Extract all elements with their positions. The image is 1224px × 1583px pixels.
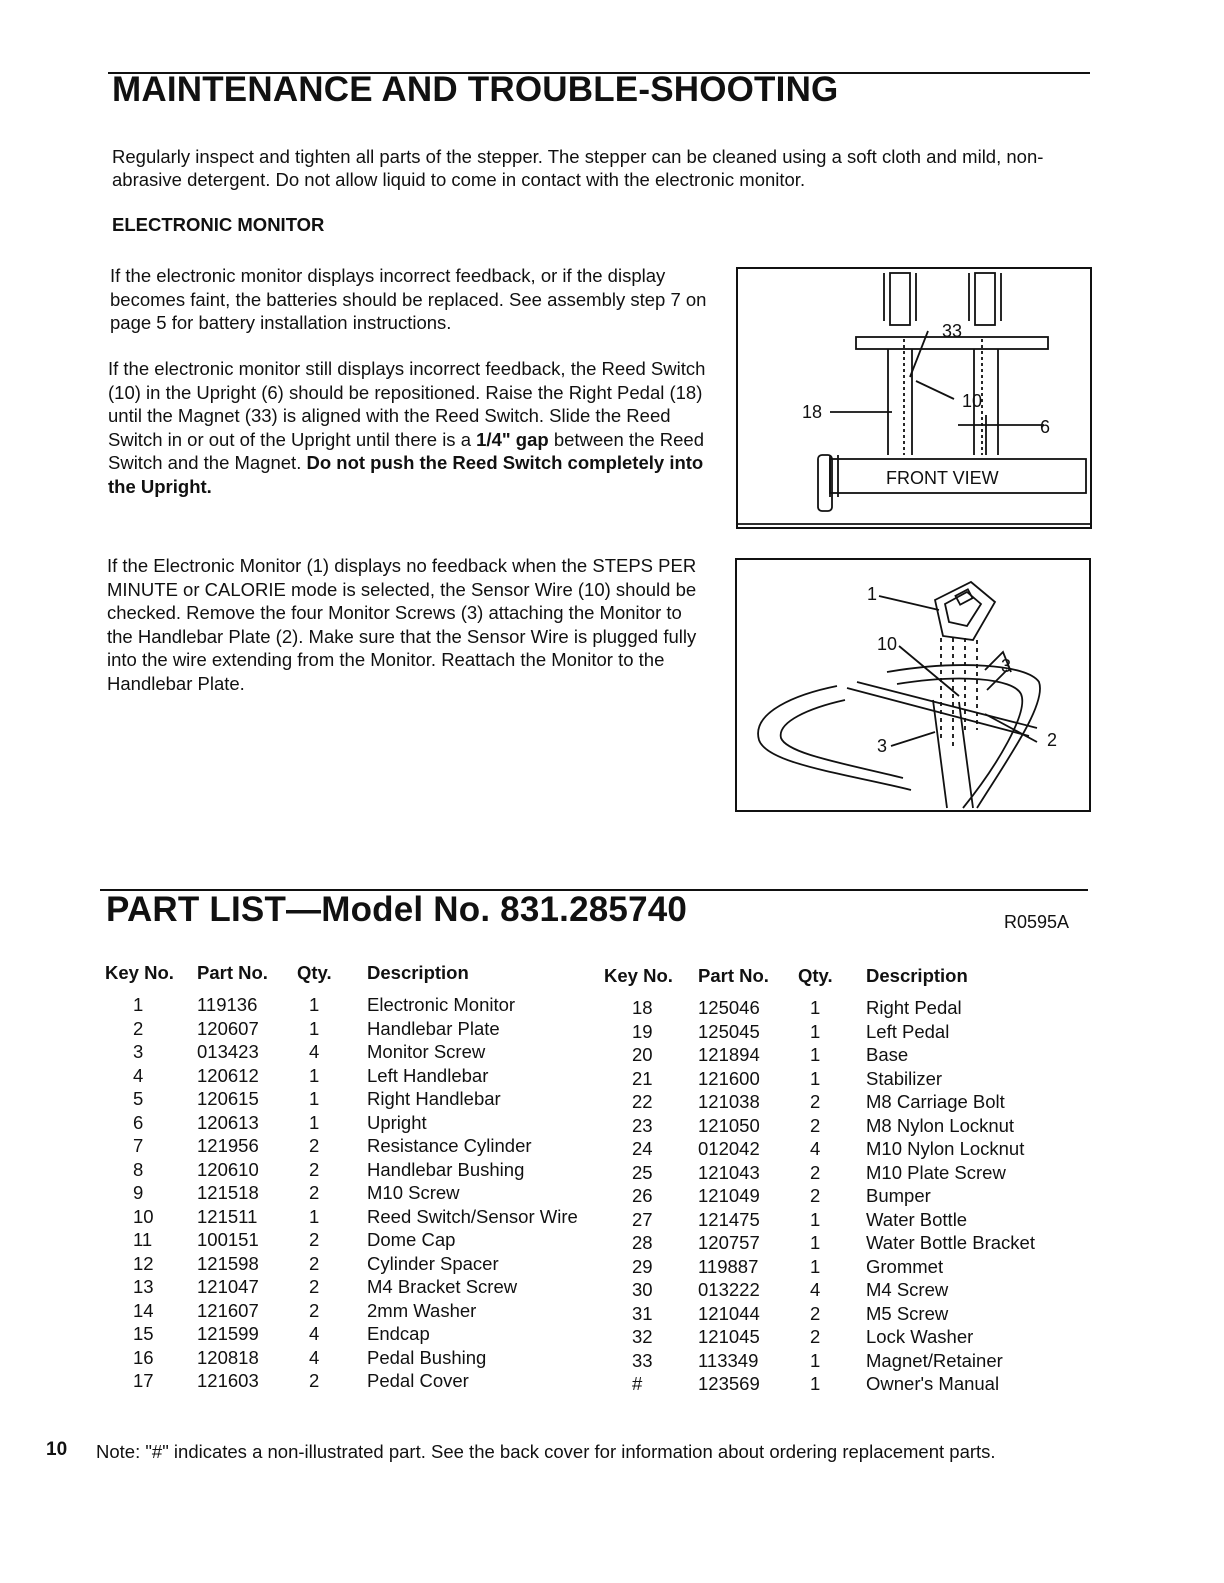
table-header-row	[105, 962, 607, 994]
cell-description: Handlebar Plate	[367, 1017, 500, 1039]
cell-key-no: 7	[133, 1135, 144, 1156]
parts-table-right	[604, 965, 1066, 1397]
cell-qty: 2	[309, 1229, 320, 1250]
sensor-wire-paragraph: If the Electronic Monitor (1) displays no feedback when the STEPS PER MINUTE or CALORIE mode is selected, the Sensor Wire (10) should be checked. Remove the four Monitor Screws (3) attaching the Monitor to the Handlebar Plate (2). Make sure that the Sensor Wire is plugged fully into the wire extending from the Monitor. Reattach the Monitor to the Handlebar Plate.	[107, 555, 697, 694]
cell-qty: 2	[810, 1091, 821, 1112]
cell-qty: 1	[309, 1111, 320, 1133]
cell-part-no: 120613	[197, 1111, 259, 1133]
table-row	[604, 1115, 1066, 1139]
cell-key-no: 16	[133, 1346, 154, 1368]
cell-qty: 1	[309, 1064, 320, 1086]
cell-qty: 4	[309, 1346, 320, 1368]
cell-key-no: 21	[632, 1067, 653, 1089]
cell-qty: 2	[309, 1182, 320, 1203]
table-row	[105, 1253, 607, 1277]
cell-part-no: 121043	[698, 1161, 760, 1183]
cell-key-no: 31	[632, 1302, 653, 1324]
cell-qty: 1	[810, 1067, 821, 1089]
cell-description: Right Handlebar	[367, 1088, 501, 1109]
cell-part-no: 013423	[197, 1041, 259, 1062]
cell-part-no: 121047	[197, 1276, 259, 1297]
header-description: Description	[367, 962, 469, 983]
cell-key-no: 26	[632, 1185, 653, 1206]
cell-part-no: 121050	[698, 1114, 760, 1136]
table-row	[105, 1300, 607, 1324]
table-row	[604, 1209, 1066, 1233]
cell-key-no: 23	[632, 1114, 653, 1136]
cell-qty: 4	[810, 1138, 821, 1159]
fig2-label-10: 10	[877, 634, 898, 654]
table-row	[604, 1068, 1066, 1092]
cell-key-no: 5	[133, 1088, 144, 1109]
cell-key-no: 24	[632, 1138, 653, 1159]
cell-description: Owner's Manual	[866, 1373, 1000, 1394]
cell-part-no: 121607	[197, 1299, 259, 1321]
cell-part-no: 120818	[197, 1346, 259, 1368]
header-part-no: Part No.	[197, 962, 268, 983]
cell-qty: 2	[810, 1114, 821, 1136]
cell-key-no: 10	[133, 1205, 154, 1227]
cell-part-no: 121511	[197, 1205, 258, 1227]
cell-key-no: 12	[133, 1252, 154, 1274]
header-part-no: Part No.	[698, 965, 769, 986]
cell-key-no: 11	[133, 1229, 153, 1250]
monitor-drawing	[737, 560, 1089, 810]
cell-part-no: 119136	[197, 994, 258, 1015]
cell-key-no: 18	[632, 997, 653, 1018]
cell-key-no: 4	[133, 1064, 144, 1086]
cell-qty: 2	[309, 1135, 320, 1156]
cell-qty: 1	[309, 994, 320, 1015]
front-view-figure	[736, 267, 1092, 529]
cell-description: Upright	[367, 1111, 427, 1133]
cell-description: Monitor Screw	[367, 1041, 486, 1062]
warning-text: Do not push the Reed Switch completely into the Upright.	[108, 452, 704, 497]
cell-qty: 1	[309, 1017, 320, 1039]
cell-description: M10 Plate Screw	[866, 1161, 1006, 1183]
cell-part-no: 121045	[698, 1326, 760, 1347]
fig2-label-1: 1	[867, 584, 878, 604]
cell-key-no: 15	[133, 1323, 154, 1344]
cell-qty: 2	[309, 1276, 320, 1297]
table-row	[604, 1303, 1066, 1327]
cell-description: Electronic Monitor	[367, 994, 516, 1015]
cell-qty: 1	[810, 997, 821, 1018]
cell-description: M4 Bracket Screw	[367, 1276, 518, 1297]
cell-qty: 2	[309, 1158, 320, 1180]
cell-description: 2mm Washer	[367, 1299, 477, 1321]
cell-qty: 1	[309, 1088, 320, 1109]
table-row	[105, 1370, 607, 1394]
cell-qty: 4	[309, 1041, 320, 1062]
table-row	[604, 1044, 1066, 1068]
cell-qty: 4	[309, 1323, 320, 1344]
cell-key-no: #	[632, 1373, 643, 1394]
header-key-no: Key No.	[604, 965, 673, 986]
reed-switch-paragraph	[108, 357, 708, 498]
fig1-label-6: 6	[1040, 417, 1051, 437]
table-header-row	[604, 965, 1066, 997]
table-row	[604, 1021, 1066, 1045]
cell-qty: 1	[810, 1208, 821, 1230]
cell-part-no: 120612	[197, 1064, 259, 1086]
fig2-label-3-left: 3	[877, 736, 888, 756]
table-row	[105, 994, 607, 1018]
table-row	[105, 1041, 607, 1065]
cell-key-no: 25	[632, 1161, 653, 1183]
cell-key-no: 27	[632, 1208, 653, 1230]
section-title: MAINTENANCE AND TROUBLE-SHOOTING	[112, 70, 839, 109]
footer-note: Note: "#" indicates a non-illustrated part. See the back cover for information about ordering replacement parts.	[96, 1441, 996, 1462]
table-row	[604, 1138, 1066, 1162]
table-row	[105, 1135, 607, 1159]
fig1-label-33: 33	[942, 321, 963, 341]
table-row	[604, 1185, 1066, 1209]
table-row	[105, 1065, 607, 1089]
cell-description: Dome Cap	[367, 1229, 456, 1250]
cell-qty: 4	[810, 1279, 821, 1300]
table-row	[604, 1256, 1066, 1280]
cell-qty: 1	[810, 1255, 821, 1277]
table-row	[105, 1229, 607, 1253]
gap-continuation-text: between the Reed Switch and the Magnet.	[108, 428, 704, 473]
table-row	[604, 1091, 1066, 1115]
reed-switch-text: If the electronic monitor still displays incorrect feedback, the Reed Switch (10) in the Upright (6) should be repositioned. Raise the Right Pedal (18) until the Magnet (33) is aligned with the Reed Switch. Slide the Reed Switch in or out of the Upright until there is a	[108, 358, 706, 450]
cell-qty: 1	[309, 1205, 320, 1227]
cell-part-no: 121956	[197, 1135, 259, 1156]
fig1-label-18: 18	[802, 402, 823, 422]
cell-part-no: 123569	[698, 1373, 760, 1394]
cell-qty: 2	[309, 1252, 320, 1274]
cell-description: M8 Carriage Bolt	[866, 1091, 1005, 1112]
table-row	[604, 1326, 1066, 1350]
cell-key-no: 9	[133, 1182, 144, 1203]
battery-paragraph: If the electronic monitor displays incorrect feedback, or if the display becomes faint, the batteries should be replaced. See assembly step 7 on page 5 for battery installation instructions.	[110, 265, 707, 333]
table-row	[604, 1162, 1066, 1186]
cell-description: Water Bottle	[866, 1208, 968, 1230]
cell-description: Pedal Bushing	[367, 1346, 487, 1368]
cell-description: Magnet/Retainer	[866, 1349, 1003, 1371]
cell-key-no: 1	[133, 994, 144, 1015]
fig1-label-10: 10	[962, 391, 983, 411]
cell-description: Left Pedal	[866, 1020, 950, 1042]
table-row	[105, 1018, 607, 1042]
cell-key-no: 13	[133, 1276, 154, 1297]
fig1-caption: FRONT VIEW	[886, 468, 999, 488]
parts-list-title: PART LIST—Model No. 831.285740	[106, 890, 688, 929]
header-qty: Qty.	[297, 962, 332, 983]
cell-part-no: 121475	[698, 1208, 760, 1230]
cell-description: Cylinder Spacer	[367, 1252, 499, 1274]
cell-description: M8 Nylon Locknut	[866, 1114, 1015, 1136]
cell-key-no: 19	[632, 1020, 653, 1042]
table-row	[604, 997, 1066, 1021]
table-row	[105, 1159, 607, 1183]
cell-qty: 1	[810, 1232, 821, 1253]
page-number: 10	[46, 1439, 68, 1460]
gap-text: 1/4" gap	[476, 428, 549, 450]
cell-part-no: 120607	[197, 1017, 259, 1039]
cell-description: Bumper	[866, 1185, 931, 1206]
cell-description: Grommet	[866, 1255, 944, 1277]
intro-paragraph: Regularly inspect and tighten all parts of the stepper. The stepper can be cleaned using a soft cloth and mild, non-abrasive detergent. Do not allow liquid to come in contact with the electronic monitor.	[112, 146, 1044, 190]
cell-part-no: 125045	[698, 1020, 760, 1042]
cell-part-no: 125046	[698, 997, 760, 1018]
cell-qty: 2	[810, 1302, 821, 1324]
cell-description: Water Bottle Bracket	[866, 1232, 1035, 1253]
cell-qty: 2	[810, 1326, 821, 1347]
cell-key-no: 29	[632, 1255, 653, 1277]
cell-description: Pedal Cover	[367, 1370, 469, 1391]
cell-description: Stabilizer	[866, 1067, 943, 1089]
cell-part-no: 121603	[197, 1370, 259, 1391]
cell-part-no: 121600	[698, 1067, 760, 1089]
cell-description: M10 Screw	[367, 1182, 460, 1203]
cell-key-no: 28	[632, 1232, 653, 1253]
fig2-label-2: 2	[1047, 730, 1058, 750]
header-qty: Qty.	[798, 965, 833, 986]
cell-description: Reed Switch/Sensor Wire	[367, 1205, 578, 1227]
header-key-no: Key No.	[105, 962, 174, 983]
cell-key-no: 33	[632, 1349, 653, 1371]
document-code: R0595A	[1004, 912, 1070, 932]
cell-qty: 2	[810, 1161, 821, 1183]
cell-key-no: 20	[632, 1044, 653, 1065]
table-row	[604, 1279, 1066, 1303]
cell-qty: 2	[309, 1299, 320, 1321]
cell-part-no: 121049	[698, 1185, 760, 1206]
cell-key-no: 14	[133, 1299, 154, 1321]
cell-description: M4 Screw	[866, 1279, 949, 1300]
cell-part-no: 121598	[197, 1252, 259, 1274]
header-description: Description	[866, 965, 968, 986]
table-row	[105, 1347, 607, 1371]
cell-qty: 1	[810, 1020, 821, 1042]
cell-key-no: 32	[632, 1326, 653, 1347]
cell-part-no: 121894	[698, 1044, 760, 1065]
cell-description: Right Pedal	[866, 997, 962, 1018]
cell-part-no: 121518	[197, 1182, 259, 1203]
subheading-electronic-monitor: ELECTRONIC MONITOR	[112, 214, 325, 235]
cell-description: M5 Screw	[866, 1302, 949, 1324]
monitor-figure	[735, 558, 1091, 812]
cell-key-no: 17	[133, 1370, 154, 1391]
cell-qty: 1	[810, 1044, 821, 1065]
cell-key-no: 30	[632, 1279, 653, 1300]
table-row	[604, 1232, 1066, 1256]
table-row	[105, 1182, 607, 1206]
cell-description: Left Handlebar	[367, 1064, 489, 1086]
table-row	[105, 1112, 607, 1136]
cell-part-no: 100151	[197, 1229, 259, 1250]
cell-description: Resistance Cylinder	[367, 1135, 532, 1156]
cell-part-no: 121599	[197, 1323, 259, 1344]
cell-qty: 1	[810, 1349, 821, 1371]
cell-key-no: 2	[133, 1017, 144, 1039]
cell-qty: 1	[810, 1373, 821, 1394]
parts-table-left	[105, 962, 607, 1394]
cell-part-no: 120757	[698, 1232, 760, 1253]
table-row	[604, 1350, 1066, 1374]
cell-qty: 2	[810, 1185, 821, 1206]
cell-description: Handlebar Bushing	[367, 1158, 525, 1180]
cell-part-no: 121044	[698, 1302, 760, 1324]
table-row	[105, 1323, 607, 1347]
cell-key-no: 8	[133, 1158, 144, 1180]
cell-key-no: 22	[632, 1091, 653, 1112]
table-row	[604, 1373, 1066, 1397]
cell-description: Endcap	[367, 1323, 430, 1344]
cell-key-no: 6	[133, 1111, 144, 1133]
cell-part-no: 120615	[197, 1088, 259, 1109]
fig2-label-3-right: 3	[1001, 656, 1012, 676]
cell-part-no: 013222	[698, 1279, 760, 1300]
cell-description: M10 Nylon Locknut	[866, 1138, 1025, 1159]
cell-qty: 2	[309, 1370, 320, 1391]
table-row	[105, 1088, 607, 1112]
cell-description: Lock Washer	[866, 1326, 974, 1347]
cell-key-no: 3	[133, 1041, 144, 1062]
table-row	[105, 1206, 607, 1230]
cell-part-no: 113349	[698, 1349, 759, 1371]
cell-part-no: 121038	[698, 1091, 760, 1112]
cell-part-no: 120610	[197, 1158, 259, 1180]
cell-part-no: 012042	[698, 1138, 760, 1159]
table-row	[105, 1276, 607, 1300]
cell-description: Base	[866, 1044, 909, 1065]
cell-part-no: 119887	[698, 1255, 759, 1277]
